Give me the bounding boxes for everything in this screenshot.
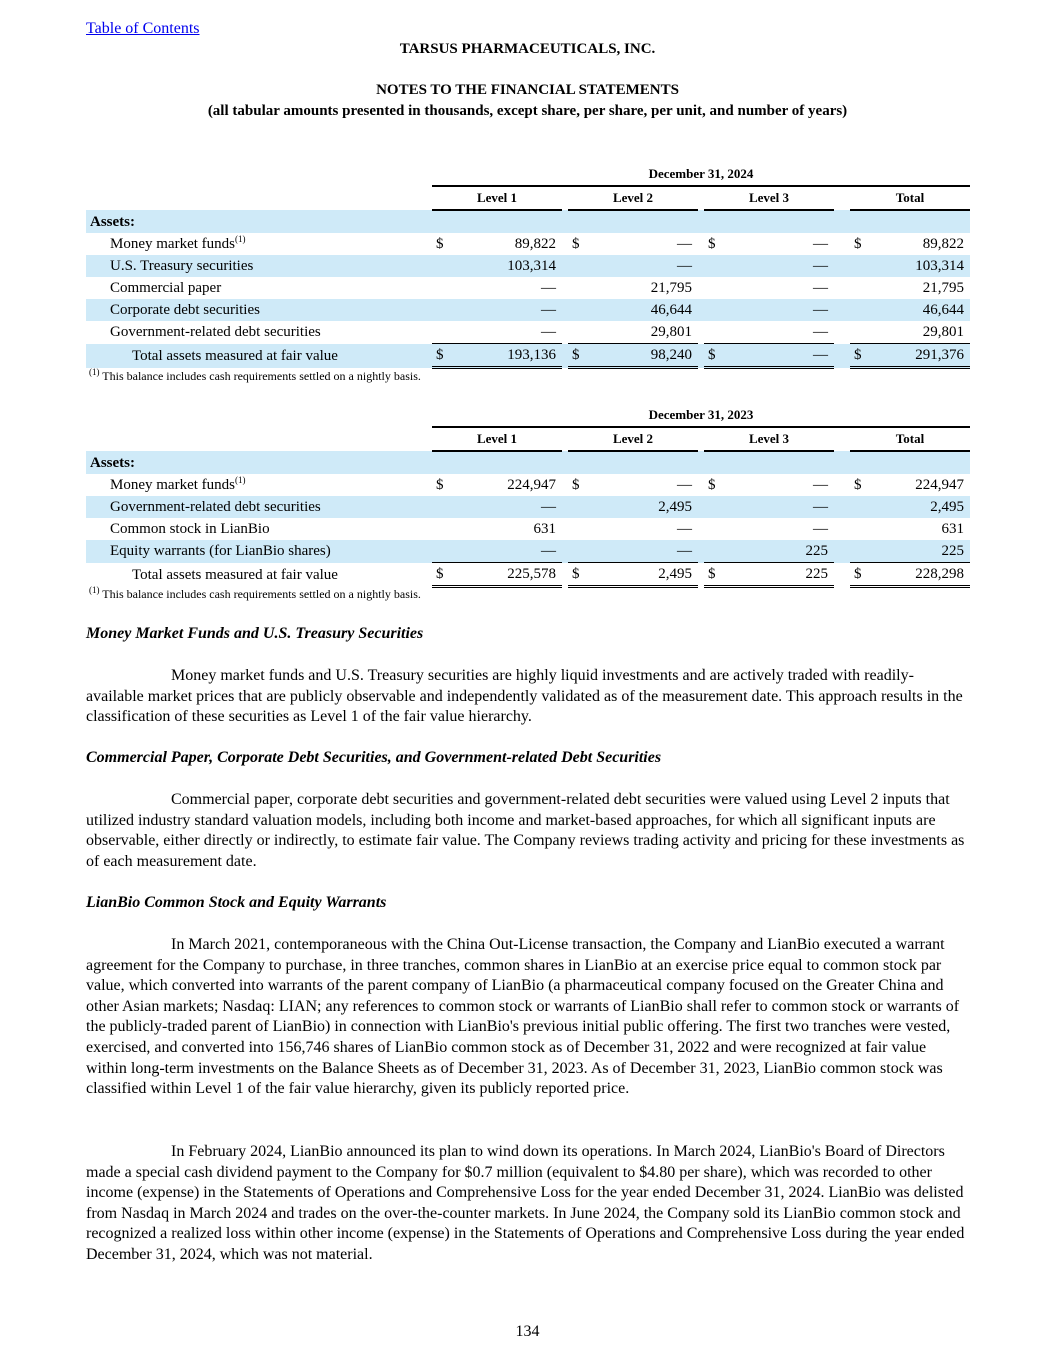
paragraph-text: In February 2024, LianBio announced its plan to wind down its operations. In March 2024, LianBio's Board of Directors made a special cash dividend payment to the Company for $0.7 million (equivalent to $4.80 per share), which was recorded to other income (expense) in the Statements of Operations and Comprehensive Loss for the year ended December 31, 2024. LianBio was delisted from Nasdaq in March 2024 and trades on the over-the-counter markets. In June 2024, the Company sold its LianBio common stock and recognized a realized loss within other income (expense) in the Statements of Operations and Comprehensive Loss during the year ended December 31, 2024, which was not material. [86, 1143, 965, 1263]
cell-total: 29,801 [922, 324, 964, 340]
row-label: Money market funds [110, 477, 235, 493]
dollar-sign: $ [850, 344, 870, 368]
dollar-sign: $ [436, 477, 444, 493]
footnote-text: This balance includes cash requirements settled on a nightly basis. [102, 587, 421, 601]
cell-level1: 631 [533, 521, 556, 537]
table-row [86, 321, 970, 344]
footnote-text: This balance includes cash requirements settled on a nightly basis. [102, 369, 421, 383]
cell-level2: — [588, 255, 698, 277]
cell-total: 46,644 [870, 299, 970, 321]
cell-level3: — [724, 255, 834, 277]
section-heading-money-market: Money Market Funds and U.S. Treasury Securities [86, 625, 424, 642]
column-header-level2: Level 2 [568, 427, 698, 451]
notes-title: NOTES TO THE FINANCIAL STATEMENTS [376, 82, 679, 98]
paragraph-lianbio-1 [86, 935, 970, 1100]
cell-level1: 193,136 [452, 344, 562, 368]
column-header-level3: Level 3 [704, 427, 834, 451]
cell-level1: 224,947 [507, 477, 556, 493]
dollar-sign: $ [854, 477, 862, 493]
cell-level1: 103,314 [452, 255, 562, 277]
footnote-marker: (1) [234, 234, 246, 244]
dollar-sign: $ [704, 344, 724, 368]
cell-level3: — [724, 299, 834, 321]
dollar-sign: $ [708, 477, 716, 493]
fair-value-table-2023 [86, 404, 970, 588]
table-row [86, 233, 970, 255]
dollar-sign: $ [572, 477, 580, 493]
cell-total: 224,947 [915, 477, 964, 493]
dollar-sign: $ [704, 563, 724, 587]
cell-level2: 2,495 [588, 496, 698, 518]
table-row [86, 518, 970, 540]
cell-level3: — [813, 236, 828, 252]
table-row [86, 474, 970, 496]
table-row [86, 277, 970, 299]
row-label: Money market funds [110, 236, 235, 252]
row-label: Corporate debt securities [86, 299, 432, 321]
cell-level2: 21,795 [650, 280, 692, 296]
cell-level2: — [677, 477, 692, 493]
cell-level2: 46,644 [588, 299, 698, 321]
cell-level3: — [813, 324, 828, 340]
cell-level2: 98,240 [588, 344, 698, 368]
row-label: Government-related debt securities [110, 324, 321, 341]
dollar-sign: $ [854, 236, 862, 252]
cell-level3: — [724, 496, 834, 518]
footnote-2024 [89, 369, 421, 384]
table-row [86, 299, 970, 321]
row-label: U.S. Treasury securities [86, 255, 432, 277]
cell-level3: 225 [724, 540, 834, 563]
paragraph-money-market [86, 666, 970, 728]
cell-level1: — [541, 324, 556, 340]
section-label: Assets: [86, 210, 970, 233]
footnote-marker: (1) [234, 475, 246, 485]
dollar-sign: $ [850, 563, 870, 587]
dollar-sign: $ [708, 236, 716, 252]
dollar-sign: $ [568, 563, 588, 587]
cell-level1: — [541, 280, 556, 296]
row-label: Government-related debt securities [86, 496, 432, 518]
row-label: Total assets measured at fair value [132, 566, 338, 583]
cell-level3: — [724, 344, 834, 368]
cell-total: 21,795 [922, 280, 964, 296]
cell-total: 2,495 [870, 496, 970, 518]
table-of-contents-link[interactable]: Table of Contents [86, 20, 200, 37]
fair-value-table-2024 [86, 163, 970, 369]
paragraph-text: In March 2021, contemporaneous with the China Out-License transaction, the Company and LianBio executed a warrant agreement for the Company to purchase, in three tranches, common shares in LianBio at an exercise price equal to common stock par value, which converted into warrants of the parent company of LianBio (a pharmaceutical company focused on the Greater China and other Asian markets; Nasdaq: LIAN; any references to common stock or warrants of LianBio shall refer to common stock or warrants of the publicly-traded parent of LianBio) in connection with LianBio's previous initial public offering. The first two tranches were vested, exercised, and converted into 156,746 shares of LianBio common stock as of December 31, 2022 and were recognized at fair value within long-term investments on the Balance Sheets as of December 31, 2023. As of December 31, 2023, LianBio common stock was classified within Level 1 of the fair value hierarchy, given its publicly reported price. [86, 936, 960, 1098]
footnote-marker: (1) [89, 585, 100, 595]
paragraph-text: Money market funds and U.S. Treasury securities are highly liquid investments and are actively traded with readily-available market prices that are publicly observable and independently validated as of the measurement date. This approach results in the classification of these securities as Level 1 of the fair value hierarchy. [86, 667, 963, 726]
cell-level2: 29,801 [650, 324, 692, 340]
total-row [86, 344, 970, 368]
column-header-level2: Level 2 [568, 186, 698, 210]
cell-level1: — [452, 496, 562, 518]
cell-level2: — [677, 521, 692, 537]
dollar-sign: $ [432, 344, 452, 368]
table-row [86, 540, 970, 563]
page-number: 134 [515, 1323, 540, 1340]
table-row [86, 255, 970, 277]
notes-subtitle: (all tabular amounts presented in thousands, except share, per share, per unit, and number of years) [207, 103, 848, 119]
row-label: Commercial paper [110, 280, 222, 296]
table-row [86, 496, 970, 518]
cell-level1: — [452, 299, 562, 321]
dollar-sign: $ [432, 563, 452, 587]
row-label: Common stock in LianBio [110, 521, 270, 537]
cell-level2: — [677, 236, 692, 252]
cell-total: 631 [941, 521, 964, 537]
cell-total: 103,314 [870, 255, 970, 277]
cell-level3: — [813, 280, 828, 296]
section-heading-commercial-paper: Commercial Paper, Corporate Debt Securities, and Government-related Debt Securities [86, 749, 662, 766]
total-row [86, 563, 970, 587]
cell-level1: 89,822 [514, 236, 556, 252]
cell-total: 291,376 [870, 344, 970, 368]
column-header-total: Total [850, 427, 970, 451]
dollar-sign: $ [572, 236, 580, 252]
column-header-level1: Level 1 [432, 427, 562, 451]
cell-total: 228,298 [870, 563, 970, 587]
footnote-2023 [89, 587, 421, 602]
column-header-level3: Level 3 [704, 186, 834, 210]
cell-total: 89,822 [922, 236, 964, 252]
row-label: Total assets measured at fair value [86, 344, 432, 368]
paragraph-text: Commercial paper, corporate debt securities and government-related debt securities were valued using Level 2 inputs that utilized industry standard valuation models, including both income and market-based approaches, for which all significant inputs are observable, either directly or indirectly, to estimate fair value. The Company reviews trading activity and pricing for these investments as of each measurement date. [86, 791, 965, 870]
cell-level2: — [588, 540, 698, 563]
dollar-sign: $ [568, 344, 588, 368]
paragraph-commercial-paper [86, 790, 970, 872]
footnote-marker: (1) [89, 367, 100, 377]
cell-level1: 225,578 [452, 563, 562, 587]
dollar-sign: $ [436, 236, 444, 252]
row-label: Equity warrants (for LianBio shares) [86, 540, 432, 563]
company-name: TARSUS PHARMACEUTICALS, INC. [399, 41, 656, 57]
period-header: December 31, 2023 [432, 404, 970, 427]
cell-level3: — [813, 477, 828, 493]
cell-level2: 2,495 [588, 563, 698, 587]
cell-level3: — [813, 521, 828, 537]
cell-level3: 225 [724, 563, 834, 587]
period-header: December 31, 2024 [432, 163, 970, 186]
column-header-total: Total [850, 186, 970, 210]
section-label: Assets: [86, 451, 970, 474]
cell-total: 225 [870, 540, 970, 563]
cell-level1: — [452, 540, 562, 563]
column-header-level1: Level 1 [432, 186, 562, 210]
section-heading-lianbio: LianBio Common Stock and Equity Warrants [86, 894, 387, 911]
paragraph-lianbio-2 [86, 1142, 970, 1266]
